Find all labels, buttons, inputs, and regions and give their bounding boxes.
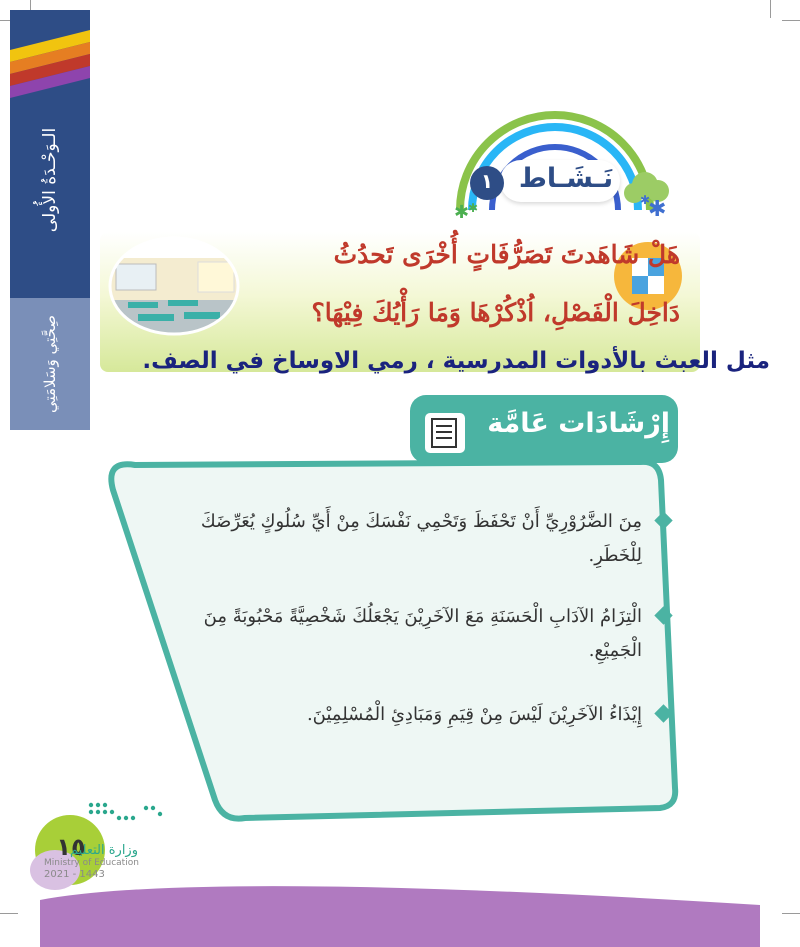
unit-sidebar: [10, 10, 90, 430]
svg-text:✱: ✱: [468, 201, 479, 215]
ministry-name-ar: وزارة التعليم: [69, 843, 138, 858]
tip-line: الْجَمِيْعِ.: [588, 640, 642, 661]
tip-line: لِلْخَطَرِ.: [588, 545, 642, 566]
edition-year: 2021 - 1443: [44, 869, 105, 880]
tips-title: إِرْشَادَات عَامَّة: [487, 408, 670, 439]
classroom-photo: [108, 236, 240, 336]
unit-label: الـوَحْـدَةُ الأُولى: [40, 127, 60, 233]
tip-line: مِنَ الضَّرُوْرِيِّ أَنْ تَحْفَظَ وَتَحْمِي نَفْسَكَ مِنْ أَيِّ سُلُوكٍ يُعَرِّضَكَ: [200, 511, 642, 532]
crop-mark: [770, 0, 771, 18]
page-number: ١٥: [56, 833, 86, 861]
tip-line: الْتِزَامُ الآدَابِ الْحَسَنَةِ مَعَ الآخَرِيْنَ يَجْعَلُكَ شَخْصِيَّةً مَحْبُوبَةً مِنَ: [203, 606, 642, 627]
footer-wave: [0, 860, 800, 947]
ministry-logo-dots: [86, 800, 176, 824]
flower-icon: [454, 200, 484, 224]
activity-title: نَـشَـاط: [518, 163, 614, 194]
subject-label: صِحَّتِي وَسَلامَتِي: [41, 314, 59, 414]
tip-line: إِيْذَاءُ الآخَرِيْنَ لَيْسَ مِنْ قِيَمِ وَمَبَادِئِ الْمُسْلِمِيْنَ.: [306, 704, 642, 725]
question-line-2: دَاخِلَ الْفَصْلِ، اُذْكُرْهَا وَمَا رَأْيُكَ فِيْهَا؟: [311, 298, 680, 327]
svg-text:✱: ✱: [640, 193, 651, 207]
flower-icon: [640, 192, 680, 222]
document-icon: [422, 410, 468, 456]
ministry-name-en: Ministry of Education: [44, 858, 139, 868]
svg-text:✱: ✱: [454, 202, 470, 223]
tip-item: [162, 698, 642, 732]
student-answer: مثل العبث بالأدوات المدرسية ، رمي الاوساخ في الصف.: [142, 348, 770, 374]
activity-number: ١: [480, 169, 494, 193]
crop-mark: [782, 20, 800, 21]
svg-text:✱: ✱: [648, 197, 667, 222]
question-line-1: هَلْ شَاهَدتَ تَصَرُّفَاتٍ أُخْرَى تَحدُثُ: [333, 240, 680, 269]
tip-item: [162, 600, 642, 668]
tip-item: [162, 505, 642, 573]
